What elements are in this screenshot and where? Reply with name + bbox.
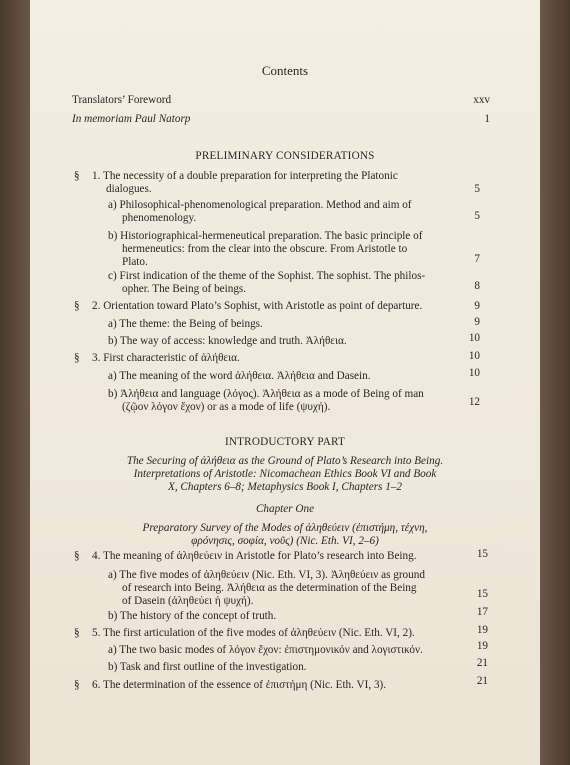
section-symbol: §	[74, 352, 80, 364]
page-number: 15	[476, 588, 488, 600]
toc-line: b) Ἀλήθεια and language (λόγος). Ἀλήθεια as a mode of Being of man	[108, 388, 424, 400]
toc-line: hermeneutics: from the clear into the obscure. From Aristotle to	[122, 243, 408, 255]
toc-line: opher. The Being of beings.	[122, 283, 247, 295]
chapter-subtitle-line: Preparatory Survey of the Modes of ἀληθεύειν (ἐπιστήμη, τέχνη,	[142, 522, 428, 534]
section-symbol: §	[74, 627, 80, 639]
toc-line: a) Philosophical-phenomenological preparation. Method and aim of	[108, 199, 412, 211]
part-subtitle-line: X, Chapters 6–8; Metaphysics Book I, Chapters 1–2	[168, 481, 402, 493]
chapter-subtitle-line: φρόνησις, σοφία, νοῦς) (Nic. Eth. VI, 2–6)	[191, 535, 379, 547]
toc-line: of research into Being. Ἀλήθεια as the determination of the Being	[122, 582, 417, 594]
toc-line: 4. The meaning of ἀληθεύειν in Aristotle for Plato’s research into Being.	[92, 550, 417, 562]
toc-line: (ζῷον λόγον ἔχον) or as a mode of life (ψυχή).	[122, 401, 331, 413]
section-symbol: §	[74, 300, 80, 312]
toc-line: b) The way of access: knowledge and truth. Ἀλήθεια.	[108, 335, 347, 347]
page-number: 5	[474, 183, 480, 195]
page-number: 17	[476, 606, 488, 618]
page-number: 1	[484, 113, 490, 125]
background-right-edge	[540, 0, 570, 765]
page-number: 19	[476, 624, 488, 636]
page-number: 21	[476, 675, 488, 687]
page-number: 7	[474, 253, 480, 265]
section-symbol: §	[74, 170, 80, 182]
page-number: 10	[468, 367, 480, 379]
toc-line: c) First indication of the theme of the Sophist. The sophist. The philos-	[108, 270, 426, 282]
toc-line: b) Historiographical-hermeneutical preparation. The basic principle of	[108, 230, 423, 242]
toc-entry-foreword: Translators’ Foreword	[72, 94, 172, 106]
chapter-heading: Chapter One	[255, 503, 315, 515]
toc-line: dialogues.	[106, 183, 152, 195]
toc-line: Plato.	[122, 256, 148, 268]
toc-line: 3. First characteristic of ἀλήθεια.	[92, 352, 240, 364]
section-heading-introductory: INTRODUCTORY PART	[224, 436, 346, 448]
part-subtitle-line: The Securing of ἀλήθεια as the Ground of Plato’s Research into Being.	[126, 455, 444, 467]
page-number: 10	[468, 332, 480, 344]
toc-line: a) The five modes of ἀληθεύειν (Nic. Eth. VI, 3). Ἀληθεύειν as ground	[108, 569, 425, 581]
toc-line: 6. The determination of the essence of ἐπιστήμη (Nic. Eth. VI, 3).	[92, 679, 387, 691]
toc-line: a) The theme: the Being of beings.	[108, 318, 263, 330]
contents-page	[30, 0, 540, 765]
toc-line: b) The history of the concept of truth.	[108, 610, 277, 622]
toc-entry-memoriam	[72, 113, 190, 126]
toc-line: b) Task and first outline of the investigation.	[108, 661, 307, 673]
page-number: 8	[474, 280, 480, 292]
part-subtitle-line: Interpretations of Aristotle: Nicomachean Ethics Book VI and Book	[133, 468, 437, 480]
page-number: 15	[476, 548, 488, 560]
page-number: 10	[468, 350, 480, 362]
contents-heading: Contents	[261, 63, 309, 78]
page-number: 9	[474, 300, 480, 312]
page-number: 12	[468, 396, 480, 408]
section-symbol: §	[74, 679, 80, 691]
page-number: 5	[474, 210, 480, 222]
toc-line: a) The meaning of the word ἀλήθεια. Ἀλήθεια and Dasein.	[108, 370, 371, 382]
background-left-edge	[0, 0, 30, 765]
toc-line: phenomenology.	[122, 212, 197, 224]
toc-line: 2. Orientation toward Plato’s Sophist, with Aristotle as point of departure.	[92, 300, 423, 312]
section-symbol: §	[74, 550, 80, 562]
page-number: xxv	[473, 94, 490, 106]
page-number: 19	[476, 640, 488, 652]
toc-line: a) The two basic modes of λόγον ἔχον: ἐπιστημονικόν and λογιστικόν.	[108, 644, 423, 656]
toc-line: 1. The necessity of a double preparation for interpreting the Platonic	[92, 170, 398, 182]
page-number: 9	[474, 316, 480, 328]
memoriam-text: In memoriam Paul Natorp	[72, 113, 191, 125]
toc-line: of Dasein (ἀληθεύει ἡ ψυχή).	[122, 595, 254, 607]
toc-line: 5. The first articulation of the five modes of ἀληθεύειν (Nic. Eth. VI, 2).	[92, 627, 415, 639]
page-number: 21	[476, 657, 488, 669]
section-heading-preliminary: PRELIMINARY CONSIDERATIONS	[195, 150, 375, 162]
